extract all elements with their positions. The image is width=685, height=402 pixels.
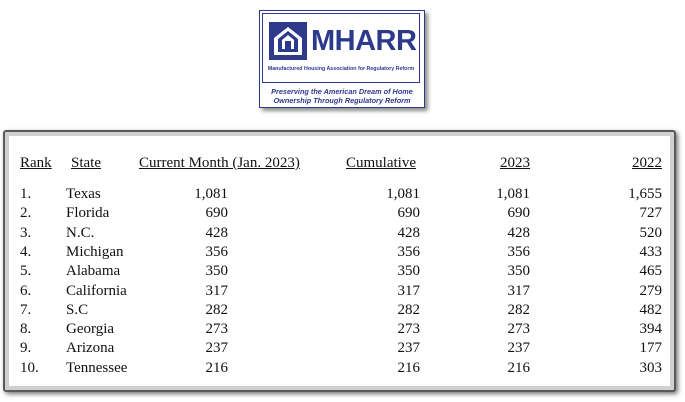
cell-state: N.C. bbox=[66, 224, 95, 241]
cell-cumulative: 1,081 bbox=[386, 186, 420, 202]
cell-2023: 690 bbox=[507, 205, 530, 222]
cell-2022: 1,655 bbox=[628, 186, 662, 202]
cell-cumulative: 350 bbox=[397, 263, 420, 280]
header-cumulative: Cumulative bbox=[346, 155, 416, 171]
cell-2023: 273 bbox=[507, 321, 530, 338]
cell-current-month: 282 bbox=[205, 301, 228, 318]
cell-2023: 356 bbox=[507, 243, 530, 260]
cell-rank: 8. bbox=[20, 321, 32, 338]
header-state: State bbox=[71, 155, 101, 171]
cell-2022: 279 bbox=[639, 282, 662, 299]
cell-state: Texas bbox=[66, 186, 101, 202]
header-2023: 2023 bbox=[500, 155, 530, 171]
cell-2023: 237 bbox=[507, 340, 530, 357]
cell-current-month: 356 bbox=[205, 243, 228, 260]
cell-2023: 350 bbox=[507, 263, 530, 280]
cell-cumulative: 216 bbox=[397, 359, 420, 376]
cell-rank: 9. bbox=[20, 340, 32, 357]
cell-2023: 282 bbox=[507, 301, 530, 318]
cell-state: S.C bbox=[66, 301, 89, 318]
logo-wordmark: MHARR bbox=[311, 25, 417, 57]
cell-rank: 4. bbox=[20, 243, 32, 260]
cell-2022: 303 bbox=[639, 359, 662, 376]
cell-cumulative: 690 bbox=[397, 205, 420, 222]
logo-tagline-line1: Preserving the American Dream of Home bbox=[271, 87, 413, 96]
cell-2023: 1,081 bbox=[496, 186, 530, 202]
cell-current-month: 317 bbox=[205, 282, 228, 299]
cell-2022: 433 bbox=[639, 243, 662, 260]
cell-2022: 727 bbox=[639, 205, 662, 222]
cell-rank: 1. bbox=[20, 186, 32, 202]
mharr-logo bbox=[259, 10, 425, 108]
cell-rank: 7. bbox=[20, 301, 32, 318]
cell-current-month: 216 bbox=[205, 359, 228, 376]
cell-2022: 394 bbox=[639, 321, 662, 338]
cell-2022: 465 bbox=[639, 263, 662, 280]
logo-frame bbox=[262, 13, 420, 83]
cell-state: California bbox=[66, 282, 127, 299]
cell-current-month: 1,081 bbox=[194, 186, 228, 202]
logo-tagline bbox=[260, 87, 424, 105]
cell-current-month: 273 bbox=[205, 321, 228, 338]
cell-cumulative: 237 bbox=[397, 340, 420, 357]
header-rank: Rank bbox=[20, 155, 52, 171]
cell-cumulative: 282 bbox=[397, 301, 420, 318]
rankings-table-panel bbox=[3, 130, 676, 392]
cell-2023: 216 bbox=[507, 359, 530, 376]
cell-state: Michigan bbox=[66, 243, 124, 260]
cell-state: Georgia bbox=[66, 321, 115, 338]
cell-rank: 10. bbox=[20, 359, 39, 376]
cell-current-month: 237 bbox=[205, 340, 228, 357]
cell-cumulative: 356 bbox=[397, 243, 420, 260]
header-2022: 2022 bbox=[632, 155, 662, 171]
logo-subtitle: Manufactured Housing Association for Regulatory Reform bbox=[267, 66, 415, 72]
cell-cumulative: 317 bbox=[397, 282, 420, 299]
cell-current-month: 428 bbox=[205, 224, 228, 241]
cell-rank: 5. bbox=[20, 263, 32, 280]
cell-2023: 428 bbox=[507, 224, 530, 241]
cell-state: Alabama bbox=[66, 263, 121, 280]
cell-rank: 2. bbox=[20, 205, 32, 222]
cell-rank: 3. bbox=[20, 224, 32, 241]
cell-current-month: 350 bbox=[205, 263, 228, 280]
cell-state: Tennessee bbox=[66, 359, 128, 376]
cell-2022: 482 bbox=[639, 301, 662, 318]
header-current-month: Current Month (Jan. 2023) bbox=[139, 155, 300, 171]
rankings-table bbox=[12, 139, 667, 383]
logo-tagline-line2: Ownership Through Regulatory Reform bbox=[273, 96, 411, 105]
cell-2022: 520 bbox=[639, 224, 662, 241]
cell-cumulative: 428 bbox=[397, 224, 420, 241]
cell-2023: 317 bbox=[507, 282, 530, 299]
cell-2022: 177 bbox=[639, 340, 662, 357]
cell-state: Florida bbox=[66, 205, 110, 222]
cell-current-month: 690 bbox=[205, 205, 228, 222]
cell-state: Arizona bbox=[66, 340, 115, 357]
cell-cumulative: 273 bbox=[397, 321, 420, 338]
house-icon bbox=[269, 22, 307, 60]
cell-rank: 6. bbox=[20, 282, 32, 299]
